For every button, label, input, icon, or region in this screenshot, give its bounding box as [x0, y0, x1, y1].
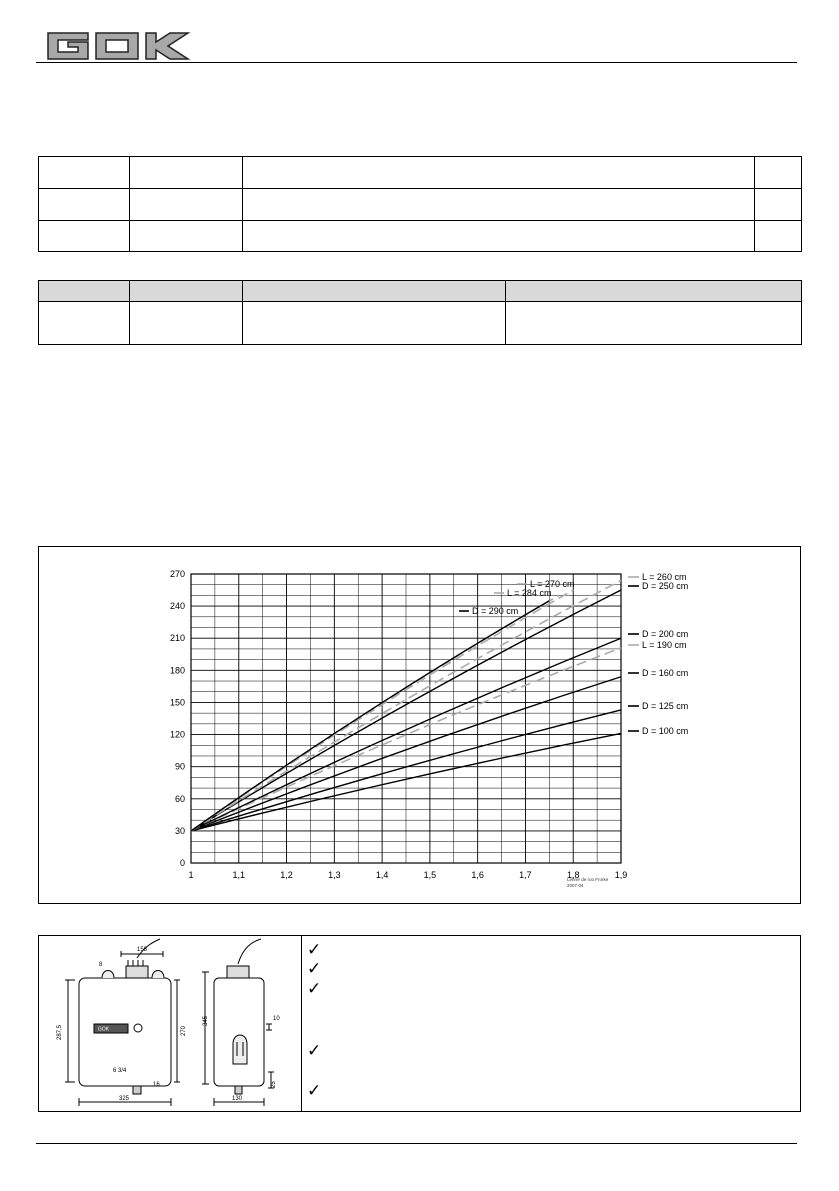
table-cell	[39, 302, 130, 345]
table-cell	[130, 157, 243, 189]
x-tick-label: 1,2	[280, 870, 293, 880]
check-icon: ✓	[307, 959, 322, 978]
y-tick-label: 240	[169, 601, 185, 612]
tank-drawing	[39, 936, 301, 1111]
x-tick-label: 1,6	[471, 870, 484, 880]
legend-label: D = 250 cm	[642, 581, 689, 591]
table-cell	[506, 302, 802, 345]
dim-label: 130	[232, 1096, 243, 1102]
legend-label: L = 190 cm	[642, 640, 687, 650]
legend-label: L = 270 cm	[530, 579, 575, 589]
dim-label: 8	[99, 962, 103, 968]
x-tick-label: 1,1	[232, 870, 246, 880]
y-tick-label: 210	[169, 633, 185, 644]
dim-label: 6 3/4	[113, 1068, 127, 1074]
legend-label: D = 125 cm	[642, 701, 689, 711]
table-row	[39, 302, 802, 345]
dim-label: 287,5	[57, 1024, 63, 1040]
dim-label: 325	[119, 1096, 130, 1102]
chart-footnote: Lehrer de roo Frorke	[567, 877, 609, 882]
gok-logo	[46, 31, 192, 61]
x-tick-label: 1,8	[566, 870, 580, 880]
y-tick-label: 120	[169, 729, 185, 740]
y-tick-label: 270	[169, 569, 185, 579]
legend-label: L = 260 cm	[642, 572, 687, 582]
table-row	[39, 221, 802, 252]
table-header-cell	[243, 281, 506, 302]
dim-label: 158	[137, 947, 148, 953]
x-tick-label: 1,4	[375, 870, 389, 880]
table-cell	[243, 302, 506, 345]
table-row	[39, 189, 802, 221]
line-chart	[39, 547, 800, 903]
dim-label: 16	[153, 1082, 160, 1088]
chart-footnote: 2007-04	[567, 883, 584, 888]
x-tick-label: 1,9	[614, 870, 628, 880]
x-tick-label: 1	[188, 870, 194, 880]
table-cell	[39, 189, 130, 221]
dim-label: 345	[203, 1015, 209, 1026]
dim-label: 270	[181, 1025, 187, 1036]
check-icon: ✓	[307, 1041, 322, 1060]
legend-label: D = 200 cm	[642, 629, 689, 639]
footer-rule	[36, 1143, 797, 1144]
x-tick-label: 1,5	[423, 870, 437, 880]
technical-drawing	[39, 936, 302, 1111]
table-header-cell	[39, 281, 130, 302]
table-cell	[243, 157, 755, 189]
table-header-cell	[506, 281, 802, 302]
table-cell	[130, 221, 243, 252]
table-cell	[755, 221, 802, 252]
chart-panel	[38, 546, 801, 904]
x-tick-label: 1,7	[519, 870, 532, 880]
legend-label: D = 100 cm	[642, 726, 689, 736]
table-cell	[130, 189, 243, 221]
legend-label: L = 284 cm	[507, 588, 552, 598]
y-tick-label: 0	[179, 858, 185, 868]
y-tick-label: 90	[174, 761, 185, 772]
table-cell	[755, 157, 802, 189]
table-cell	[243, 221, 755, 252]
table-cell	[39, 157, 130, 189]
check-icon: ✓	[307, 940, 322, 959]
check-icon: ✓	[307, 1081, 322, 1100]
table-row	[39, 157, 802, 189]
y-tick-label: 180	[169, 665, 185, 676]
table-header-row	[39, 281, 802, 302]
table-cell	[243, 189, 755, 221]
gauge-label: GOK	[98, 1026, 110, 1033]
table-cell	[130, 302, 243, 345]
legend-label: D = 290 cm	[472, 606, 519, 616]
y-tick-label: 150	[169, 697, 185, 708]
y-tick-label: 60	[174, 793, 185, 804]
y-tick-label: 30	[174, 825, 185, 836]
table-header-cell	[130, 281, 243, 302]
legend-label: D = 160 cm	[642, 668, 689, 678]
product-panel	[38, 935, 801, 1112]
header-rule	[36, 62, 797, 63]
table-cell	[39, 221, 130, 252]
table-cell	[755, 189, 802, 221]
x-tick-label: 1,3	[328, 870, 341, 880]
dim-label: 10	[273, 1016, 280, 1022]
dim-label: 25	[271, 1081, 277, 1088]
info-table-2	[38, 280, 802, 345]
check-icon: ✓	[307, 979, 322, 998]
info-table-1	[38, 156, 802, 252]
